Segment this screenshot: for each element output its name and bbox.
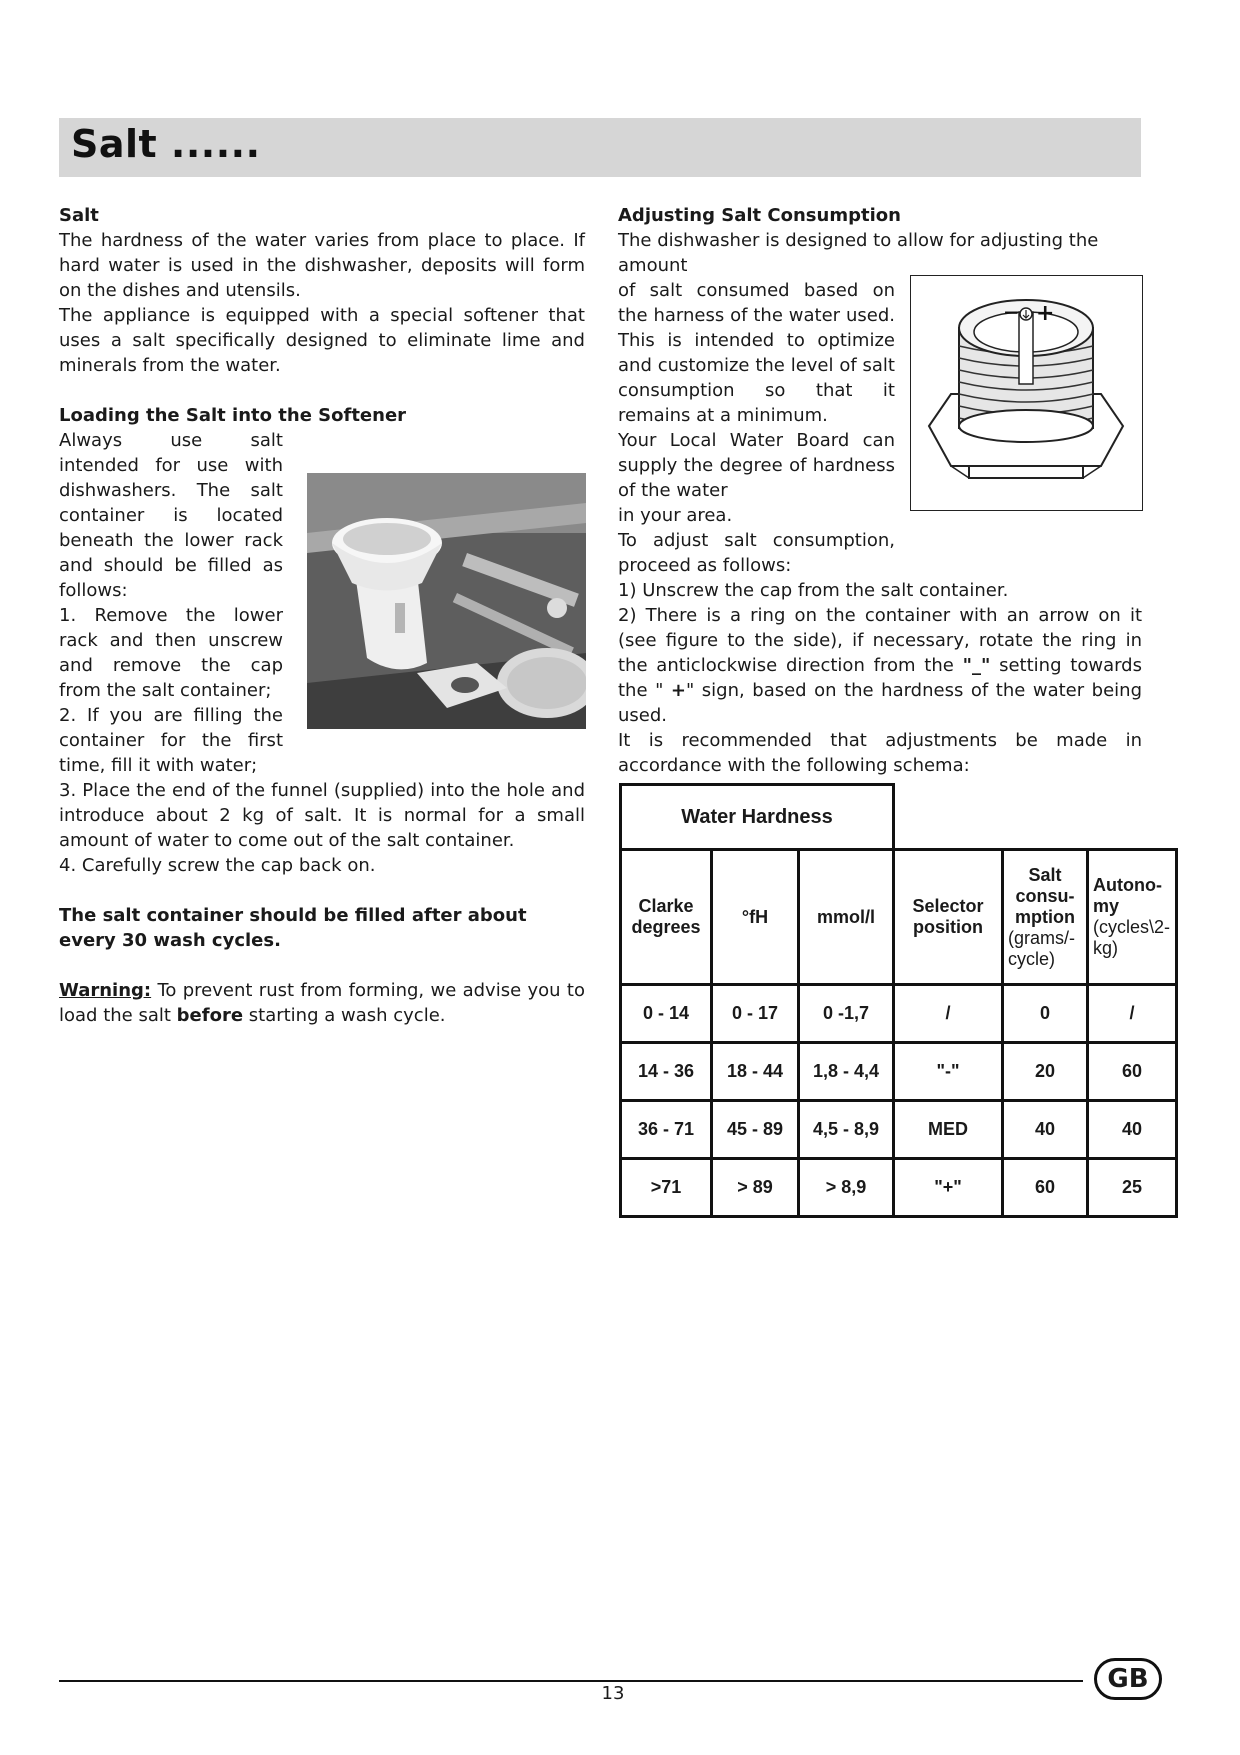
adjust-step-2: 2) There is a ring on the container with an arrow on it (see figure to the side), if necessary, rotate the ring in the anticlockwise direction from the "_" setting towards the " +" sign, based on the hardness of the water being used. [618, 605, 1142, 726]
adjust-step-1: 1) Unscrew the cap from the salt container. [618, 580, 1009, 601]
col-selector-position: Selector position [894, 850, 1003, 985]
dial-minus-sign: − [1003, 300, 1020, 324]
loading-step-4: 4. Carefully screw the cap back on. [59, 855, 376, 876]
page-number: 13 [601, 1683, 625, 1704]
header-bar [59, 118, 1141, 177]
footer-rule [59, 1680, 1083, 1682]
col-salt-consumption: Salt consu-mption (grams/-cycle) [1003, 850, 1088, 985]
salt-container-photo [307, 473, 586, 729]
table-row: 14 - 36 18 - 44 1,8 - 4,4 "-" 20 60 [621, 1043, 1177, 1101]
loading-step-2: 2. If you are filling the container for the first time, fill it with water; [59, 705, 283, 776]
adjust-paragraph-3: in your area. [618, 505, 733, 526]
col-fh: °fH [712, 850, 799, 985]
salt-container-illustration [307, 473, 586, 729]
adjust-paragraph-1a: The dishwasher is designed to allow for adjusting the amount [618, 230, 1099, 276]
table-row: 0 - 14 0 - 17 0 -1,7 / 0 / [621, 985, 1177, 1043]
warning-paragraph: Warning: To prevent rust from forming, we advise you to load the salt before starting a wash cycle. [59, 980, 585, 1026]
salt-dial-illustration [911, 276, 1142, 510]
adjust-paragraph-2: Your Local Water Board can supply the degree of hardness of the water [618, 430, 895, 501]
col-autonomy: Autono-my (cycles\2-kg) [1088, 850, 1177, 985]
salt-paragraph-2: The appliance is equipped with a special softener that uses a salt specifically designed to eliminate lime and minerals from the water. [59, 305, 585, 376]
adjust-recommendation: It is recommended that adjustments be made in accordance with the following schema: [618, 730, 1142, 776]
salt-heading: Salt [59, 205, 99, 226]
table-row: 36 - 71 45 - 89 4,5 - 8,9 MED 40 40 [621, 1101, 1177, 1159]
dial-plus-sign: + [1036, 301, 1055, 326]
language-badge: GB [1094, 1658, 1162, 1700]
warning-label: Warning: [59, 980, 152, 1001]
refill-note: The salt container should be filled after about every 30 wash cycles. [59, 905, 527, 951]
loading-intro: Always use salt intended for use with dishwashers. The salt container is located beneath the lower rack and should be filled as follows: [59, 430, 283, 601]
table-row: >71 > 89 > 8,9 "+" 60 25 [621, 1159, 1177, 1217]
col-mmol: mmol/l [799, 850, 894, 985]
loading-step-1: 1. Remove the lower rack and then unscrew and remove the cap from the salt container; [59, 605, 283, 701]
page-title: Salt ...... [71, 122, 261, 166]
water-hardness-table [619, 783, 1178, 1218]
salt-dial-figure [910, 275, 1143, 511]
col-clarke-degrees: Clarke degrees [621, 850, 712, 985]
adjust-paragraph-4: To adjust salt consumption, proceed as follows: [618, 530, 895, 576]
loading-heading: Loading the Salt into the Softener [59, 405, 407, 426]
water-hardness-header: Water Hardness [621, 785, 894, 850]
adjust-heading: Adjusting Salt Consumption [618, 205, 901, 226]
loading-step-3: 3. Place the end of the funnel (supplied) into the hole and introduce about 2 kg of salt. It is normal for a small amount of water to come out of the salt container. [59, 780, 585, 851]
adjust-paragraph-1b: of salt consumed based on the harness of the water used. This is intended to optimize and customize the level of salt consumption so that it remains at a minimum. [618, 280, 895, 426]
salt-paragraph-1: The hardness of the water varies from place to place. If hard water is used in the dishwasher, deposits will form on the dishes and utensils. [59, 230, 585, 301]
